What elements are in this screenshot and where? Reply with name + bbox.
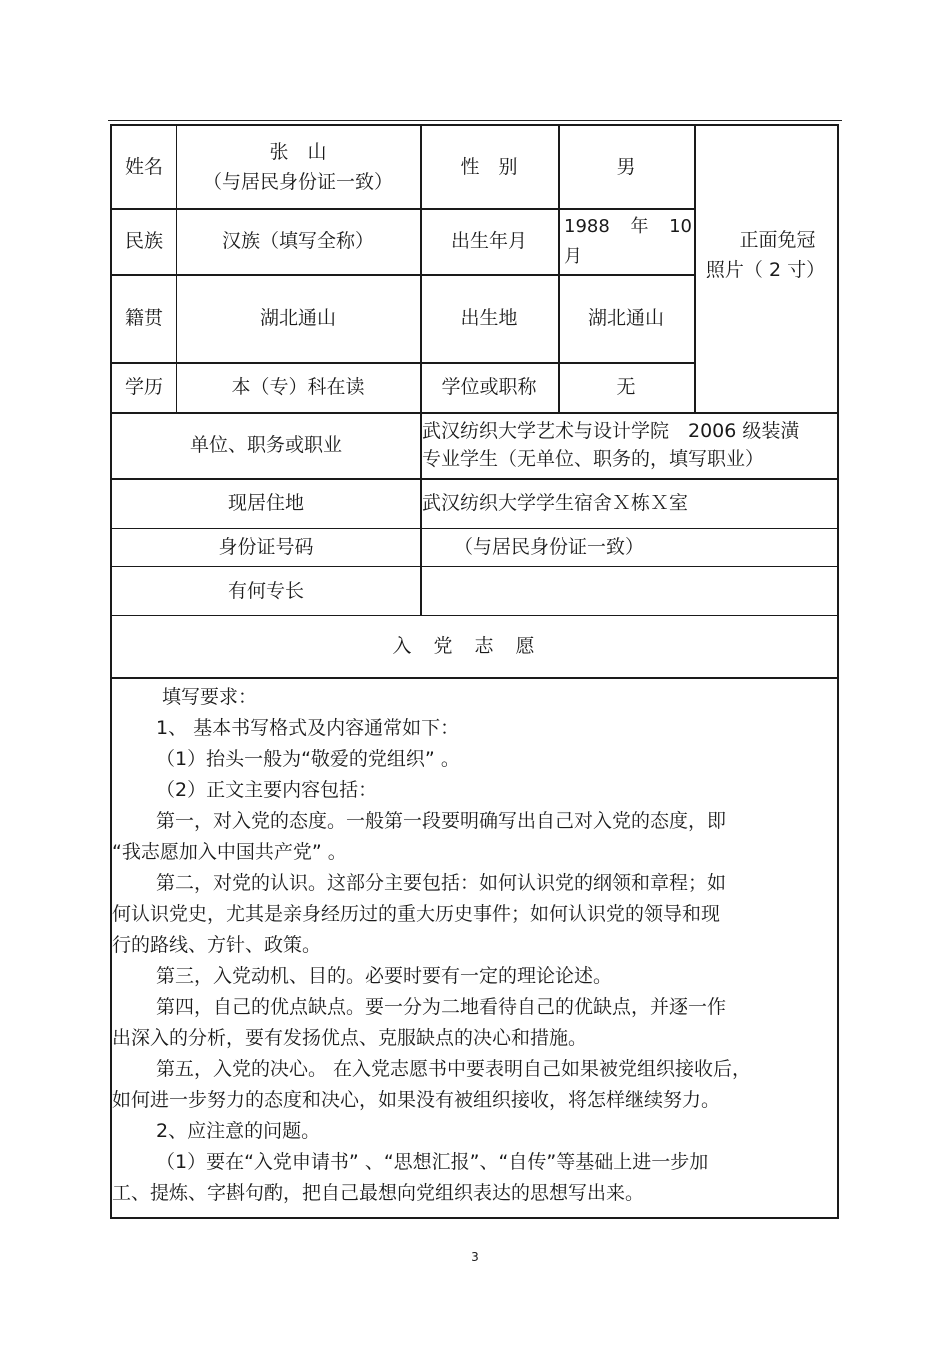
skill-value[interactable] xyxy=(422,566,837,615)
id-value[interactable]: （与居民身份证一致） xyxy=(454,536,645,558)
name-value: 张 山 xyxy=(269,141,327,163)
residence-value[interactable]: 武汉纺织大学学生宿舍Ｘ栋Ｘ室 xyxy=(422,492,689,514)
instruction-line: 第二，对党的认识。这部分主要包括：如何认识党的纲领和章程；如 xyxy=(156,872,727,894)
top-rule xyxy=(108,120,842,121)
instruction-line: 第三，入党动机、目的。必要时要有一定的理论论述。 xyxy=(156,965,613,987)
instruction-line: 2、应注意的问题。 xyxy=(156,1120,321,1142)
ethnicity-value[interactable]: 汉族（填写全称） xyxy=(221,230,374,252)
education-value[interactable]: 本（专）科在读 xyxy=(231,376,365,398)
instruction-line: “我志愿加入中国共产党” 。 xyxy=(112,841,347,863)
education-label: 学历 xyxy=(124,376,163,398)
row-line xyxy=(112,677,837,679)
residence-label: 现居住地 xyxy=(227,492,304,514)
unit-cell[interactable] xyxy=(422,412,837,478)
instruction-line: 1、 基本书写格式及内容通常如下： xyxy=(156,717,460,739)
instruction-line: 出深入的分析，要有发扬优点、克服缺点的决心和措施。 xyxy=(112,1027,588,1049)
instruction-line: 何认识党史，尤其是亲身经历过的重大历史事件；如何认识党的领导和现 xyxy=(112,903,721,925)
instruction-line: （2）正文主要内容包括： xyxy=(156,779,378,801)
gender-value[interactable]: 男 xyxy=(616,156,636,178)
name-note: （与居民身份证一致） xyxy=(202,171,393,193)
id-label: 身份证号码 xyxy=(218,536,314,558)
birth-label: 出生年月 xyxy=(450,230,527,252)
birth-year: 1988 xyxy=(564,216,610,237)
degree-label: 学位或职称 xyxy=(441,376,537,398)
native-label: 籍贯 xyxy=(124,307,163,329)
skill-label: 有何专长 xyxy=(227,579,304,602)
photo-cell[interactable] xyxy=(694,126,837,412)
page-number: 3 xyxy=(471,1250,479,1264)
instructions-body xyxy=(112,682,841,1209)
instruction-line: （1）抬头一般为“敬爱的党组织” 。 xyxy=(156,748,460,770)
ethnicity-label: 民族 xyxy=(124,230,163,252)
unit-label: 单位、职务或职业 xyxy=(189,434,342,456)
instruction-line: 第一，对入党的态度。一般第一段要明确写出自己对入党的态度，即 xyxy=(156,810,727,832)
unit-value-line1: 武汉纺织大学艺术与设计学院 2006 级装潢 xyxy=(422,420,800,442)
degree-value[interactable]: 无 xyxy=(616,376,636,398)
birth-year-unit: 年 xyxy=(630,216,649,237)
instruction-line: 如何进一步努力的态度和决心，如果没有被组织接收，将怎样继续努力。 xyxy=(112,1089,721,1111)
gender-label: 性 别 xyxy=(460,156,518,178)
birthplace-value[interactable]: 湖北通山 xyxy=(587,307,664,329)
birth-month: 10 xyxy=(669,216,692,237)
instruction-line: （1）要在“入党申请书” 、“思想汇报”、“自传”等基础上进一步加 xyxy=(156,1151,709,1173)
instruction-line: 填写要求： xyxy=(162,686,258,708)
instruction-line: 第五，入党的决心。 在入党志愿书中要表明自己如果被党组织接收后， xyxy=(156,1058,752,1080)
section-title-text: 入党志愿 xyxy=(392,635,557,657)
birth-value[interactable] xyxy=(564,212,692,272)
unit-value-line2: 专业学生（无单位、职务的，填写职业） xyxy=(422,448,765,470)
native-value[interactable]: 湖北通山 xyxy=(259,307,336,329)
birth-month-unit: 月 xyxy=(564,246,582,267)
photo-line1: 正面免冠 xyxy=(739,229,816,251)
name-cell[interactable] xyxy=(176,126,420,208)
photo-line2: 照片（ 2 寸） xyxy=(705,259,826,281)
instruction-line: 第四，自己的优点缺点。要一分为二地看待自己的优缺点，并逐一作 xyxy=(156,996,727,1018)
application-form xyxy=(110,124,839,1219)
section-title xyxy=(112,615,837,677)
name-label: 姓名 xyxy=(124,156,163,178)
instruction-line: 工、提炼、字斟句酌，把自己最想向党组织表达的思想写出来。 xyxy=(112,1182,645,1204)
instruction-line: 行的路线、方针、政策。 xyxy=(112,934,322,956)
birthplace-label: 出生地 xyxy=(460,307,518,329)
